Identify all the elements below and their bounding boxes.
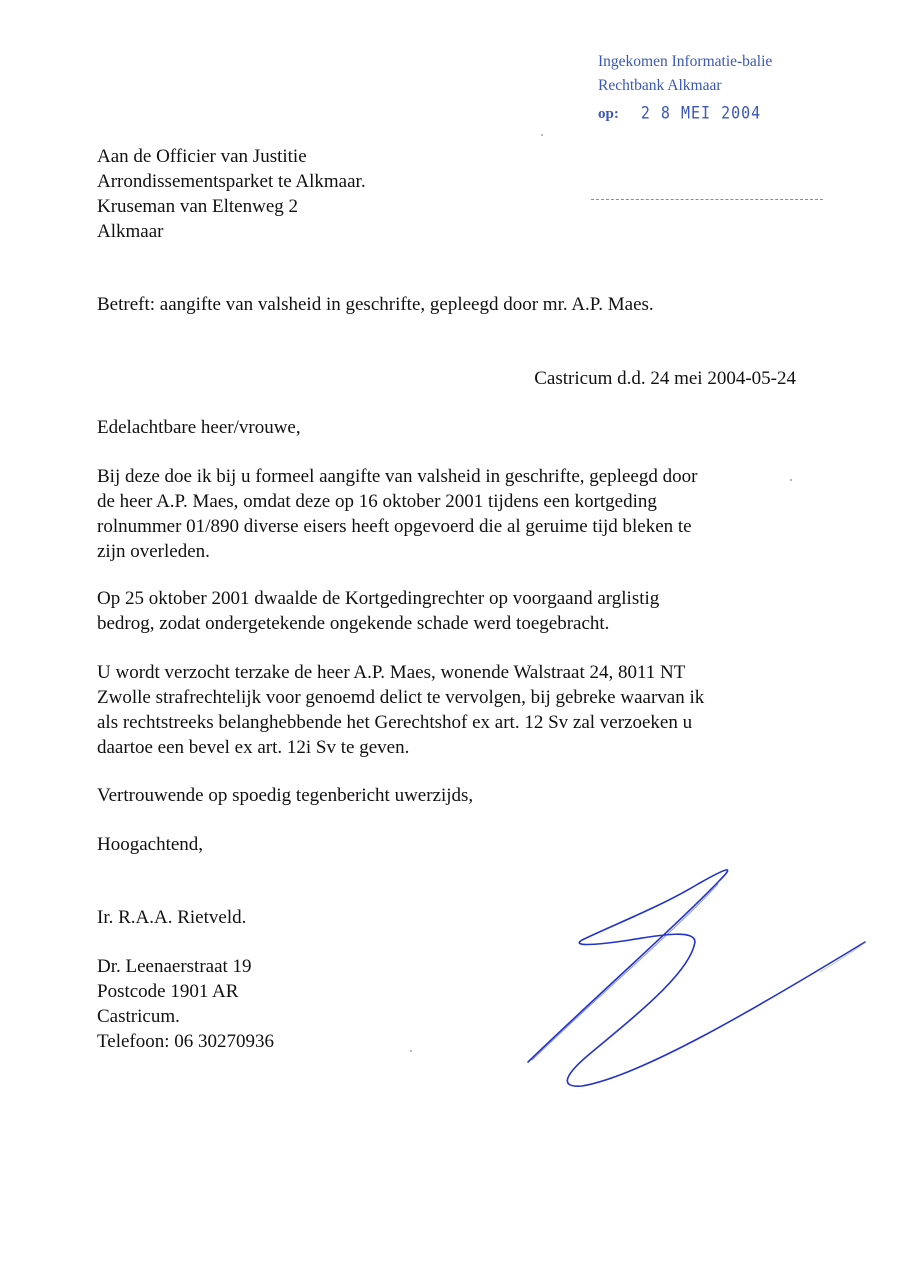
received-stamp	[598, 50, 838, 126]
stamp-underline	[591, 199, 823, 200]
closing-remark: Vertrouwende op spoedig tegenbericht uwerzijds,	[97, 785, 474, 806]
stamp-date-row	[598, 101, 838, 126]
paragraph-line: zijn overleden.	[97, 541, 210, 562]
salutation: Edelachtbare heer/vrouwe,	[97, 417, 301, 438]
addressee-block	[97, 144, 366, 244]
paragraph-line: Op 25 oktober 2001 dwaalde de Kortgedingrechter op voorgaand arglistig	[97, 588, 660, 609]
paragraph-line: rolnummer 01/890 diverse eisers heeft opgevoerd die al geruime tijd bleken te	[97, 516, 692, 537]
addressee-line: Kruseman van Eltenweg 2	[97, 196, 299, 217]
stamp-date: 2 8 MEI 2004	[640, 102, 762, 124]
place-date-line: Castricum d.d. 24 mei 2004-05-24	[534, 368, 796, 389]
paragraph-line: de heer A.P. Maes, omdat deze op 16 oktober 2001 tijdens een kortgeding	[97, 491, 657, 512]
addressee-line: Aan de Officier van Justitie	[97, 146, 307, 167]
paragraph-request	[97, 660, 704, 760]
scan-speck	[541, 134, 543, 136]
stamp-court-line: Rechtbank Alkmaar	[598, 77, 722, 94]
addressee-line: Alkmaar	[97, 221, 164, 242]
stamp-date-label: op:	[598, 106, 619, 122]
scan-speck	[790, 479, 792, 481]
stamp-office-line: Ingekomen Informatie-balie	[598, 53, 773, 70]
sender-phone-line: Telefoon: 06 30270936	[97, 1031, 275, 1052]
scan-speck	[410, 1050, 412, 1052]
sender-address-line: Dr. Leenaerstraat 19	[97, 956, 252, 977]
closing-greeting: Hoogachtend,	[97, 834, 204, 855]
paragraph-report	[97, 464, 697, 564]
paragraph-line: Zwolle strafrechtelijk voor genoemd delict te vervolgen, bij gebreke waarvan ik	[97, 687, 705, 708]
paragraph-line: U wordt verzocht terzake de heer A.P. Maes, wonende Walstraat 24, 8011 NT	[97, 662, 686, 683]
handwritten-signature	[520, 862, 870, 1097]
paragraph-line: bedrog, zodat ondergetekende ongekende schade werd toegebracht.	[97, 613, 610, 634]
subject-line: Betreft: aangifte van valsheid in geschrifte, gepleegd door mr. A.P. Maes.	[97, 294, 654, 315]
paragraph-line: Bij deze doe ik bij u formeel aangifte van valsheid in geschrifte, gepleegd door	[97, 466, 698, 487]
paragraph-line: daartoe een bevel ex art. 12i Sv te geven.	[97, 737, 410, 758]
sender-address-line: Castricum.	[97, 1006, 180, 1027]
sender-name: Ir. R.A.A. Rietveld.	[97, 907, 247, 928]
sender-address	[97, 954, 274, 1054]
paragraph-line: als rechtstreeks belanghebbende het Gerechtshof ex art. 12 Sv zal verzoeken u	[97, 712, 693, 733]
paragraph-judgment	[97, 586, 659, 636]
addressee-line: Arrondissementsparket te Alkmaar.	[97, 171, 366, 192]
sender-address-line: Postcode 1901 AR	[97, 981, 239, 1002]
